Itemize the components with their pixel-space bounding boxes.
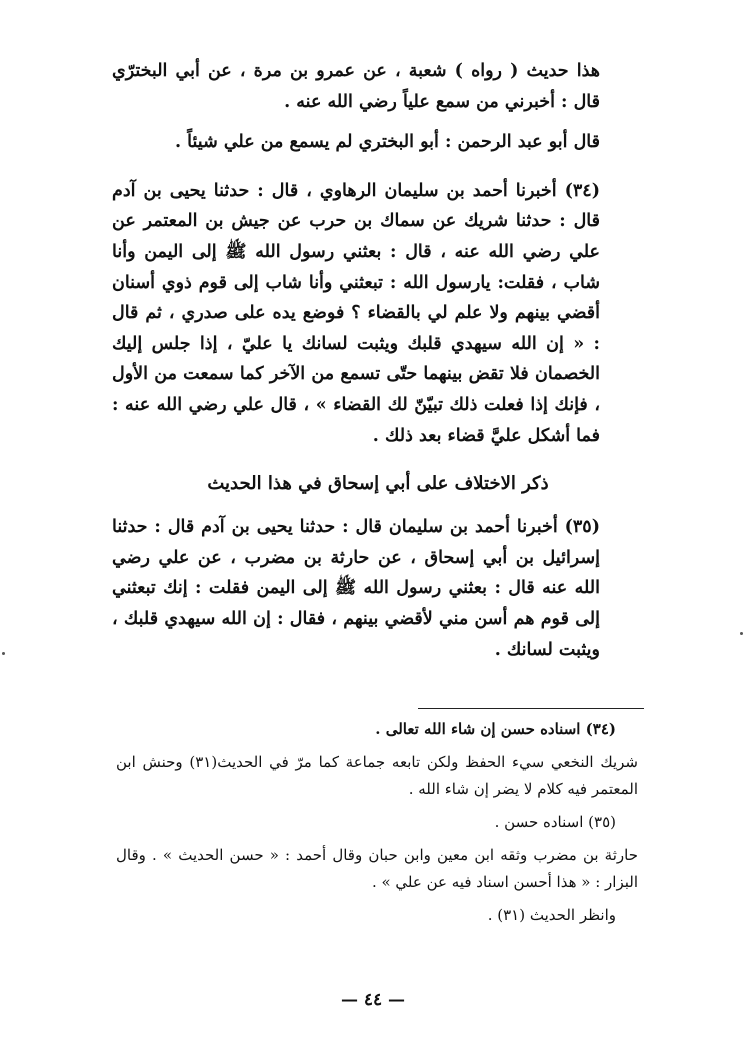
paragraph-hadith-commentary: هذا حديث ( رواه ) شعبة ، عن عمرو بن مرة ، عن أبي البخترّي قال : أخبرني من سمع علياً رضي الله عنه . [112, 61, 600, 112]
main-text [112, 56, 644, 665]
paragraph-abu-abdulrahman: قال أبو عبد الرحمن : أبو البختري لم يسمع من علي شيئاً . [174, 132, 600, 153]
margin-speck [2, 652, 5, 655]
paragraph-hadith-35: (٣٥) أخبرنا أحمد بن سليمان قال : حدثنا يحيى بن آدم قال : حدثنا إسرائيل بن أبي إسحاق ، عن حارثة بن مضرب ، عن علي رضي الله عنه قال : بعثني رسول الله ﷺ إلى اليمن فقلت : إنك تبعثني إلى قوم هم أسن مني لأقضي بينهم ، فقال : إن الله سيهدي قلبك ، ويثبت لسانك . [112, 517, 600, 660]
paragraph-hadith-34: (٣٤) أخبرنا أحمد بن سليمان الرهاوي ، قال : حدثنا يحيى بن آدم قال : حدثنا شريك عن سماك بن حرب عن جيش بن المعتمر عن علي رضي الله عنه ، قال : بعثني رسول الله ﷺ إلى اليمن وأنا شاب ، فقلت: يارسول الله : تبعثني وأنا شاب إلى قوم ذوي أسنان أقضي بينهم ولا علم لي بالقضاء ؟ فوضع يده على صدري ، ثم قال : « إن الله سيهدي قلبك ويثبت لسانك يا عليّ ، إذا جلس إليك الخصمان فلا تقض بينهما حتّى تسمع من الآخر كما سمعت من الأول ، فإنك إذا فعلت ذلك تبيّنّ لك القضاء » ، قال علي رضي الله عنه : فما أشكل عليَّ قضاء بعد ذلك . [112, 180, 600, 446]
margin-speck [740, 632, 743, 635]
footnote-35-reference: وانظر الحديث (٣١) . [487, 906, 616, 924]
footnote-35-head: (٣٥) اسناده حسن . [494, 813, 616, 831]
footnote-35-body: حارثة بن مضرب وثقه ابن معين وابن حبان وقال أحمد : « حسن الحديث » . وقال البزار : « هذا أحسن اسناد فيه عن علي » . [116, 846, 638, 891]
footnotes [116, 716, 638, 929]
page-number: — ٤٤ — [340, 990, 406, 1010]
section-heading: ذكر الاختلاف على أبي إسحاق في هذا الحديث [207, 473, 549, 495]
footnote-divider [418, 708, 644, 709]
footnote-34-head: (٣٤) اسناده حسن إن شاء الله تعالى . [375, 720, 616, 738]
footnote-34-body: شريك النخعي سيء الحفظ ولكن تابعه جماعة كما مرّ في الحديث(٣١) وحنش ابن المعتمر فيه كلام لا يضر إن شاء الله . [116, 753, 638, 798]
